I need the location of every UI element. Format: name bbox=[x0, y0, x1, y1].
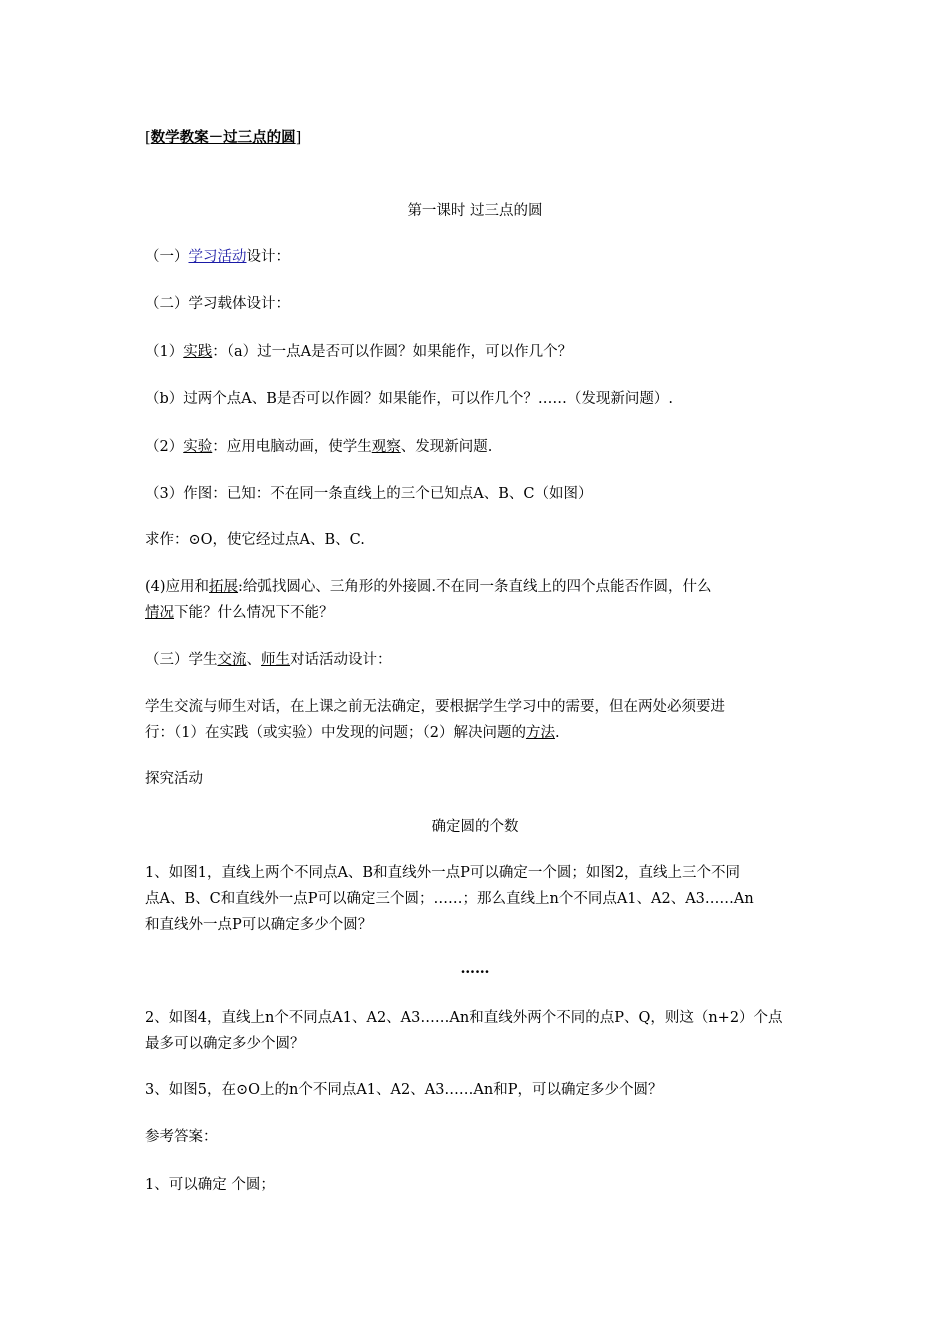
practice-link[interactable]: 实践 bbox=[183, 344, 213, 360]
application-text: :给弧找圆心、三角形的外接圆.不在同一条直线上的四个点能否作圆，什么 bbox=[238, 579, 712, 595]
situation-link[interactable]: 情况 bbox=[145, 605, 174, 621]
application-suffix: 下能？什么情况下不能？ bbox=[174, 605, 334, 621]
application-item bbox=[145, 574, 810, 626]
construction-goal: 求作：⊙O，使它经过点A、B、C. bbox=[145, 532, 365, 548]
practice-item-b: （b）过两个点A、B是否可以作圆？如果能作，可以作几个？……（发现新问题）. bbox=[145, 391, 674, 407]
ellipsis: …… bbox=[460, 960, 490, 977]
exchange-link[interactable]: 交流 bbox=[217, 652, 247, 668]
teacher-student-link[interactable]: 师生 bbox=[261, 652, 290, 668]
section-one-prefix: （一） bbox=[145, 249, 189, 265]
section-three-sep: 、 bbox=[246, 652, 261, 668]
practice-prefix: （1） bbox=[145, 344, 184, 360]
section-one bbox=[145, 245, 810, 269]
document-title-link[interactable]: 数学教案－过三点的圆 bbox=[150, 129, 296, 146]
dialogue-line-2-suffix: . bbox=[554, 725, 560, 741]
header-bracket-open: [ bbox=[145, 130, 151, 146]
section-three-prefix: （三）学生 bbox=[145, 652, 218, 668]
question-one-line-2: 点A、B、C和直线外一点P可以确定三个圆；……；那么直线上n个不同点A1、A2、A3……An bbox=[145, 891, 754, 907]
experiment-prefix: （2） bbox=[145, 439, 184, 455]
section-three bbox=[145, 648, 810, 672]
observe-link[interactable]: 观察 bbox=[371, 439, 401, 455]
explore-title: 确定圆的个数 bbox=[431, 819, 519, 835]
dialogue-line-2: 行：（1）在实践（或实验）中发现的问题；（2）解决问题的 bbox=[145, 725, 526, 741]
question-two bbox=[145, 1005, 810, 1057]
question-two-line-1: 2、如图4，直线上n个不同点A1、A2、A3……An和直线外两个不同的点P、Q，则这（n+2）个点 bbox=[145, 1010, 783, 1026]
dialogue-line-1: 学生交流与师生对话，在上课之前无法确定，要根据学生学习中的需要，但在两处必须要进 bbox=[145, 699, 725, 715]
experiment-text: ：应用电脑动画，使学生 bbox=[212, 439, 372, 455]
section-two: （二）学习载体设计： bbox=[145, 296, 290, 312]
answer-heading: 参考答案： bbox=[145, 1129, 218, 1145]
section-three-suffix: 对话活动设计： bbox=[290, 652, 392, 668]
practice-text: ：（a）过一点A是否可以作圆？如果能作，可以作几个？ bbox=[212, 344, 573, 360]
learning-activity-link[interactable]: 学习活动 bbox=[188, 249, 247, 265]
experiment-suffix: 、发现新问题. bbox=[400, 439, 493, 455]
section-one-suffix: 设计： bbox=[246, 249, 290, 265]
question-one-line-3: 和直线外一点P可以确定多少个圆？ bbox=[145, 917, 373, 933]
extension-link[interactable]: 拓展 bbox=[209, 579, 239, 595]
method-link[interactable]: 方法 bbox=[525, 725, 555, 741]
header-bracket-close: ] bbox=[295, 130, 302, 146]
document-header bbox=[145, 126, 810, 150]
question-one bbox=[145, 860, 810, 938]
practice-item bbox=[145, 340, 810, 364]
answer-one: 1、可以确定 个圆； bbox=[145, 1177, 275, 1193]
experiment-item bbox=[145, 435, 810, 459]
question-two-line-2: 最多可以确定多少个圆？ bbox=[145, 1036, 305, 1052]
question-three: 3、如图5，在⊙O上的n个不同点A1、A2、A3……An和P，可以确定多少个圆？ bbox=[145, 1082, 663, 1098]
experiment-link[interactable]: 实验 bbox=[183, 439, 213, 455]
question-one-line-1: 1、如图1，直线上两个不同点A、B和直线外一点P可以确定一个圆；如图2，直线上三个不同 bbox=[145, 865, 741, 881]
lesson-title: 第一课时 过三点的圆 bbox=[407, 203, 543, 219]
application-prefix: (4)应用和 bbox=[145, 579, 210, 595]
explore-heading: 探究活动 bbox=[145, 771, 203, 787]
construction-item: （3）作图：已知：不在同一条直线上的三个已知点A、B、C（如图） bbox=[145, 486, 593, 502]
dialogue-paragraph bbox=[145, 694, 810, 746]
